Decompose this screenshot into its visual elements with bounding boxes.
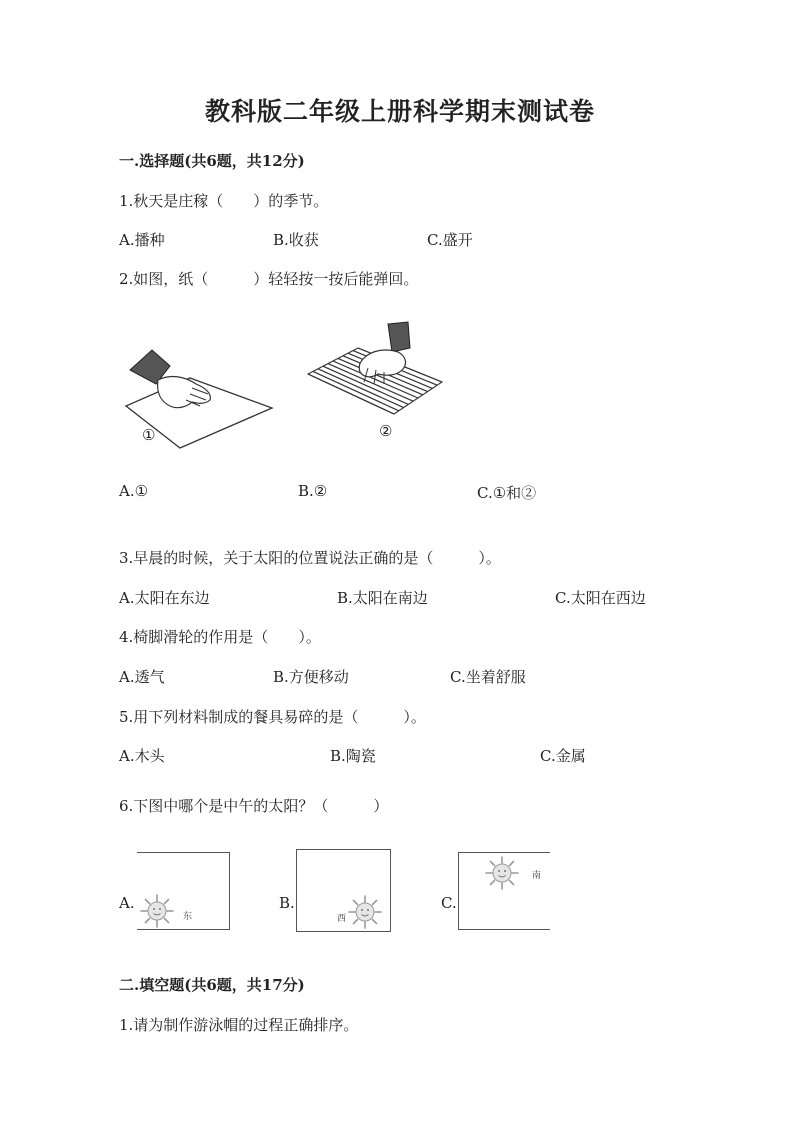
- q2-option-c[interactable]: C.①和②: [477, 484, 537, 502]
- sun-direction-label-c: 南: [532, 871, 542, 881]
- q4-option-a[interactable]: A.透气: [119, 668, 165, 686]
- q6-figure-c-frame: [458, 852, 550, 930]
- q2-option-a[interactable]: A.①: [119, 482, 149, 500]
- figure-corrugated-paper: [302, 318, 452, 428]
- question-1: 1.秋天是庄稼（ ）的季节。: [119, 192, 329, 210]
- sun-icon: [484, 855, 520, 895]
- question-6: 6.下图中哪个是中午的太阳？（ ）: [119, 797, 389, 815]
- section-heading-fill: 二.填空题(共6题，共17分): [119, 976, 305, 994]
- sun-icon: [139, 893, 175, 933]
- q5-option-b[interactable]: B.陶瓷: [330, 747, 376, 765]
- question-2: 2.如图，纸（ ）轻轻按一按后能弹回。: [119, 270, 419, 288]
- sun-icon: [347, 894, 383, 934]
- page-title: 教科版二年级上册科学期末测试卷: [204, 97, 595, 126]
- q6-figure-a-frame: [137, 852, 230, 930]
- question-5: 5.用下列材料制成的餐具易碎的是（ ）。: [119, 708, 426, 726]
- q1-option-b[interactable]: B.收获: [273, 231, 319, 249]
- section2-question-1: 1.请为制作游泳帽的过程正确排序。: [119, 1016, 359, 1034]
- sun-direction-label-b: 西: [337, 914, 347, 924]
- q1-option-a[interactable]: A.播种: [119, 231, 165, 249]
- q6-option-c[interactable]: C.: [441, 894, 457, 912]
- q3-option-c[interactable]: C.太阳在西边: [555, 589, 646, 607]
- q6-option-b[interactable]: B.: [279, 894, 295, 912]
- section-heading-choice: 一.选择题(共6题，共12分): [119, 152, 305, 170]
- q2-option-b[interactable]: B.②: [298, 482, 328, 500]
- question-3: 3.早晨的时候，关于太阳的位置说法正确的是（ ）。: [119, 549, 501, 567]
- q4-option-b[interactable]: B.方便移动: [273, 668, 349, 686]
- q3-option-a[interactable]: A.太阳在东边: [119, 589, 210, 607]
- figure-label-2: ②: [379, 422, 393, 440]
- sun-direction-label-a: 东: [183, 912, 193, 922]
- q1-option-c[interactable]: C.盛开: [427, 231, 473, 249]
- figure-label-1: ①: [142, 426, 156, 444]
- question-4: 4.椅脚滑轮的作用是（ ）。: [119, 628, 321, 646]
- q6-option-a[interactable]: A.: [119, 894, 135, 912]
- q5-option-c[interactable]: C.金属: [540, 747, 586, 765]
- q5-option-a[interactable]: A.木头: [119, 747, 165, 765]
- q6-figure-b-frame: [296, 849, 391, 932]
- q4-option-c[interactable]: C.坐着舒服: [450, 668, 526, 686]
- q3-option-b[interactable]: B.太阳在南边: [337, 589, 428, 607]
